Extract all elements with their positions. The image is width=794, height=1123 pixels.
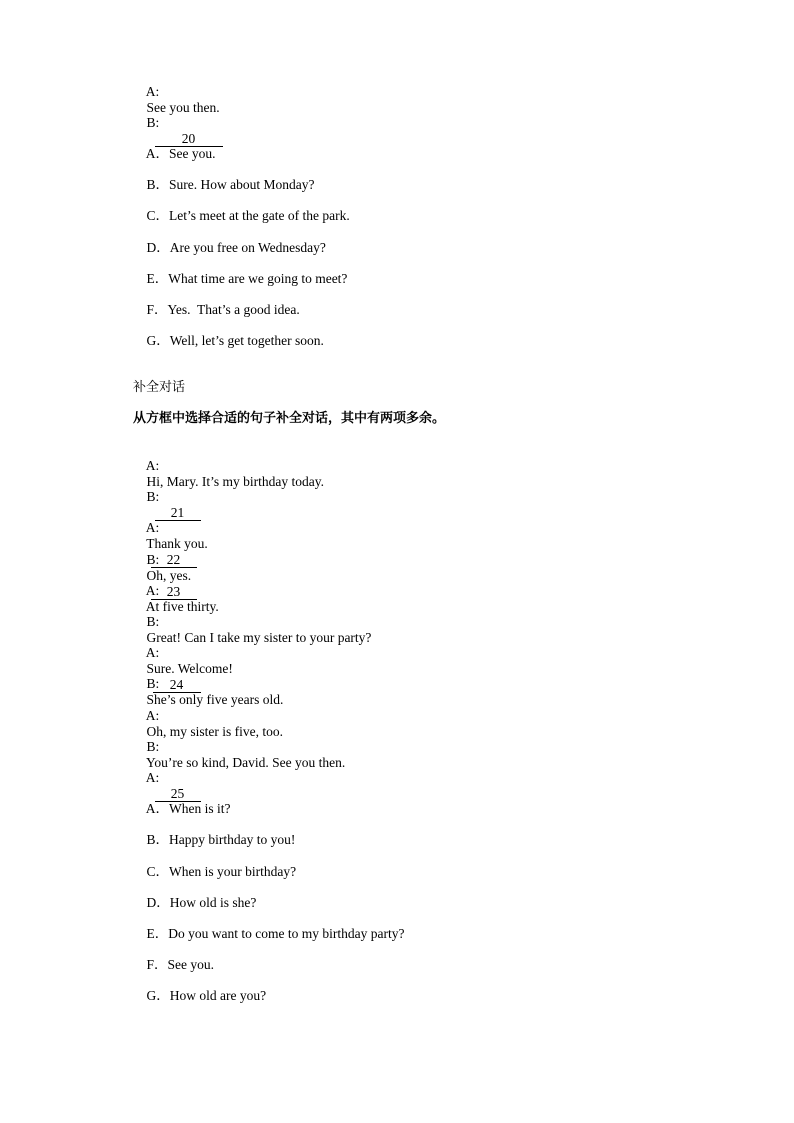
option-letter: D．	[146, 895, 170, 910]
section-title: 补全对话	[133, 380, 186, 395]
answer-blank[interactable]: 22	[151, 553, 197, 568]
speaker-label: A:	[145, 708, 160, 723]
answer-blank[interactable]: 23	[151, 585, 197, 600]
option-letter: D．	[146, 240, 170, 255]
speaker-label: B:	[146, 614, 160, 629]
dialogue-text: Oh, my sister is five, too.	[146, 724, 283, 739]
answer-blank[interactable]: 25	[155, 787, 201, 802]
option-letter: F．	[146, 957, 168, 972]
option-text: What time are we going to meet?	[168, 271, 348, 286]
speaker-label: B:	[146, 552, 160, 567]
option-item	[133, 972, 266, 1020]
option-text: When is your birthday?	[169, 864, 297, 879]
option-text: Happy birthday to you!	[169, 832, 296, 847]
option-text: Yes. That’s a good idea.	[167, 302, 300, 317]
option-letter: A．	[145, 801, 170, 816]
option-text: See you.	[169, 146, 216, 161]
option-letter: C．	[146, 864, 170, 879]
speaker-label: A:	[145, 645, 160, 660]
dialogue-text: Great! Can I take my sister to your party?	[146, 630, 372, 645]
option-text: How old is she?	[169, 895, 257, 910]
speaker-label: B:	[146, 489, 160, 504]
speaker-label: A:	[145, 458, 160, 473]
option-text: Let’s meet at the gate of the park.	[169, 208, 350, 223]
option-letter: E．	[146, 271, 169, 286]
answer-blank[interactable]: 21	[155, 506, 201, 521]
speaker-label: B:	[146, 115, 160, 130]
option-text: See you.	[167, 957, 215, 972]
speaker-label: B:	[146, 676, 160, 691]
option-letter: C．	[146, 208, 170, 223]
option-text: Do you want to come to my birthday party?	[168, 926, 405, 941]
dialogue-text: Sure. Welcome!	[146, 661, 233, 676]
dialogue-text: You’re so kind, David. See you then.	[146, 755, 346, 770]
option-text: How old are you?	[169, 988, 267, 1003]
dialogue-text: Oh, yes.	[146, 568, 192, 583]
option-letter: E．	[146, 926, 169, 941]
dialogue-text: See you then.	[146, 100, 220, 115]
answer-blank[interactable]: 24	[153, 678, 201, 693]
speaker-label: B:	[146, 739, 160, 754]
option-letter: B．	[146, 832, 170, 847]
option-text: Sure. How about Monday?	[169, 177, 315, 192]
dialogue-text: Thank you.	[146, 536, 208, 551]
option-letter: B．	[146, 177, 170, 192]
option-letter: G．	[146, 988, 170, 1003]
speaker-label: A:	[145, 583, 160, 598]
dialogue-text: She’s only five years old.	[146, 692, 284, 707]
option-letter: A．	[145, 146, 170, 161]
option-item	[133, 317, 324, 365]
option-text: When is it?	[169, 801, 231, 816]
option-letter: F．	[146, 302, 168, 317]
option-text: Are you free on Wednesday?	[169, 240, 326, 255]
speaker-label: A:	[145, 520, 160, 535]
option-letter: G．	[146, 333, 170, 348]
dialogue-text: Hi, Mary. It’s my birthday today.	[146, 474, 324, 489]
speaker-label: A:	[145, 84, 160, 99]
speaker-label: A:	[145, 770, 160, 785]
answer-blank[interactable]: 20	[155, 132, 223, 147]
option-text: Well, let’s get together soon.	[169, 333, 324, 348]
section-instruction: 从方框中选择合适的句子补全对话，其中有两项多余。	[133, 411, 446, 426]
dialogue-text: At five thirty.	[145, 599, 219, 614]
